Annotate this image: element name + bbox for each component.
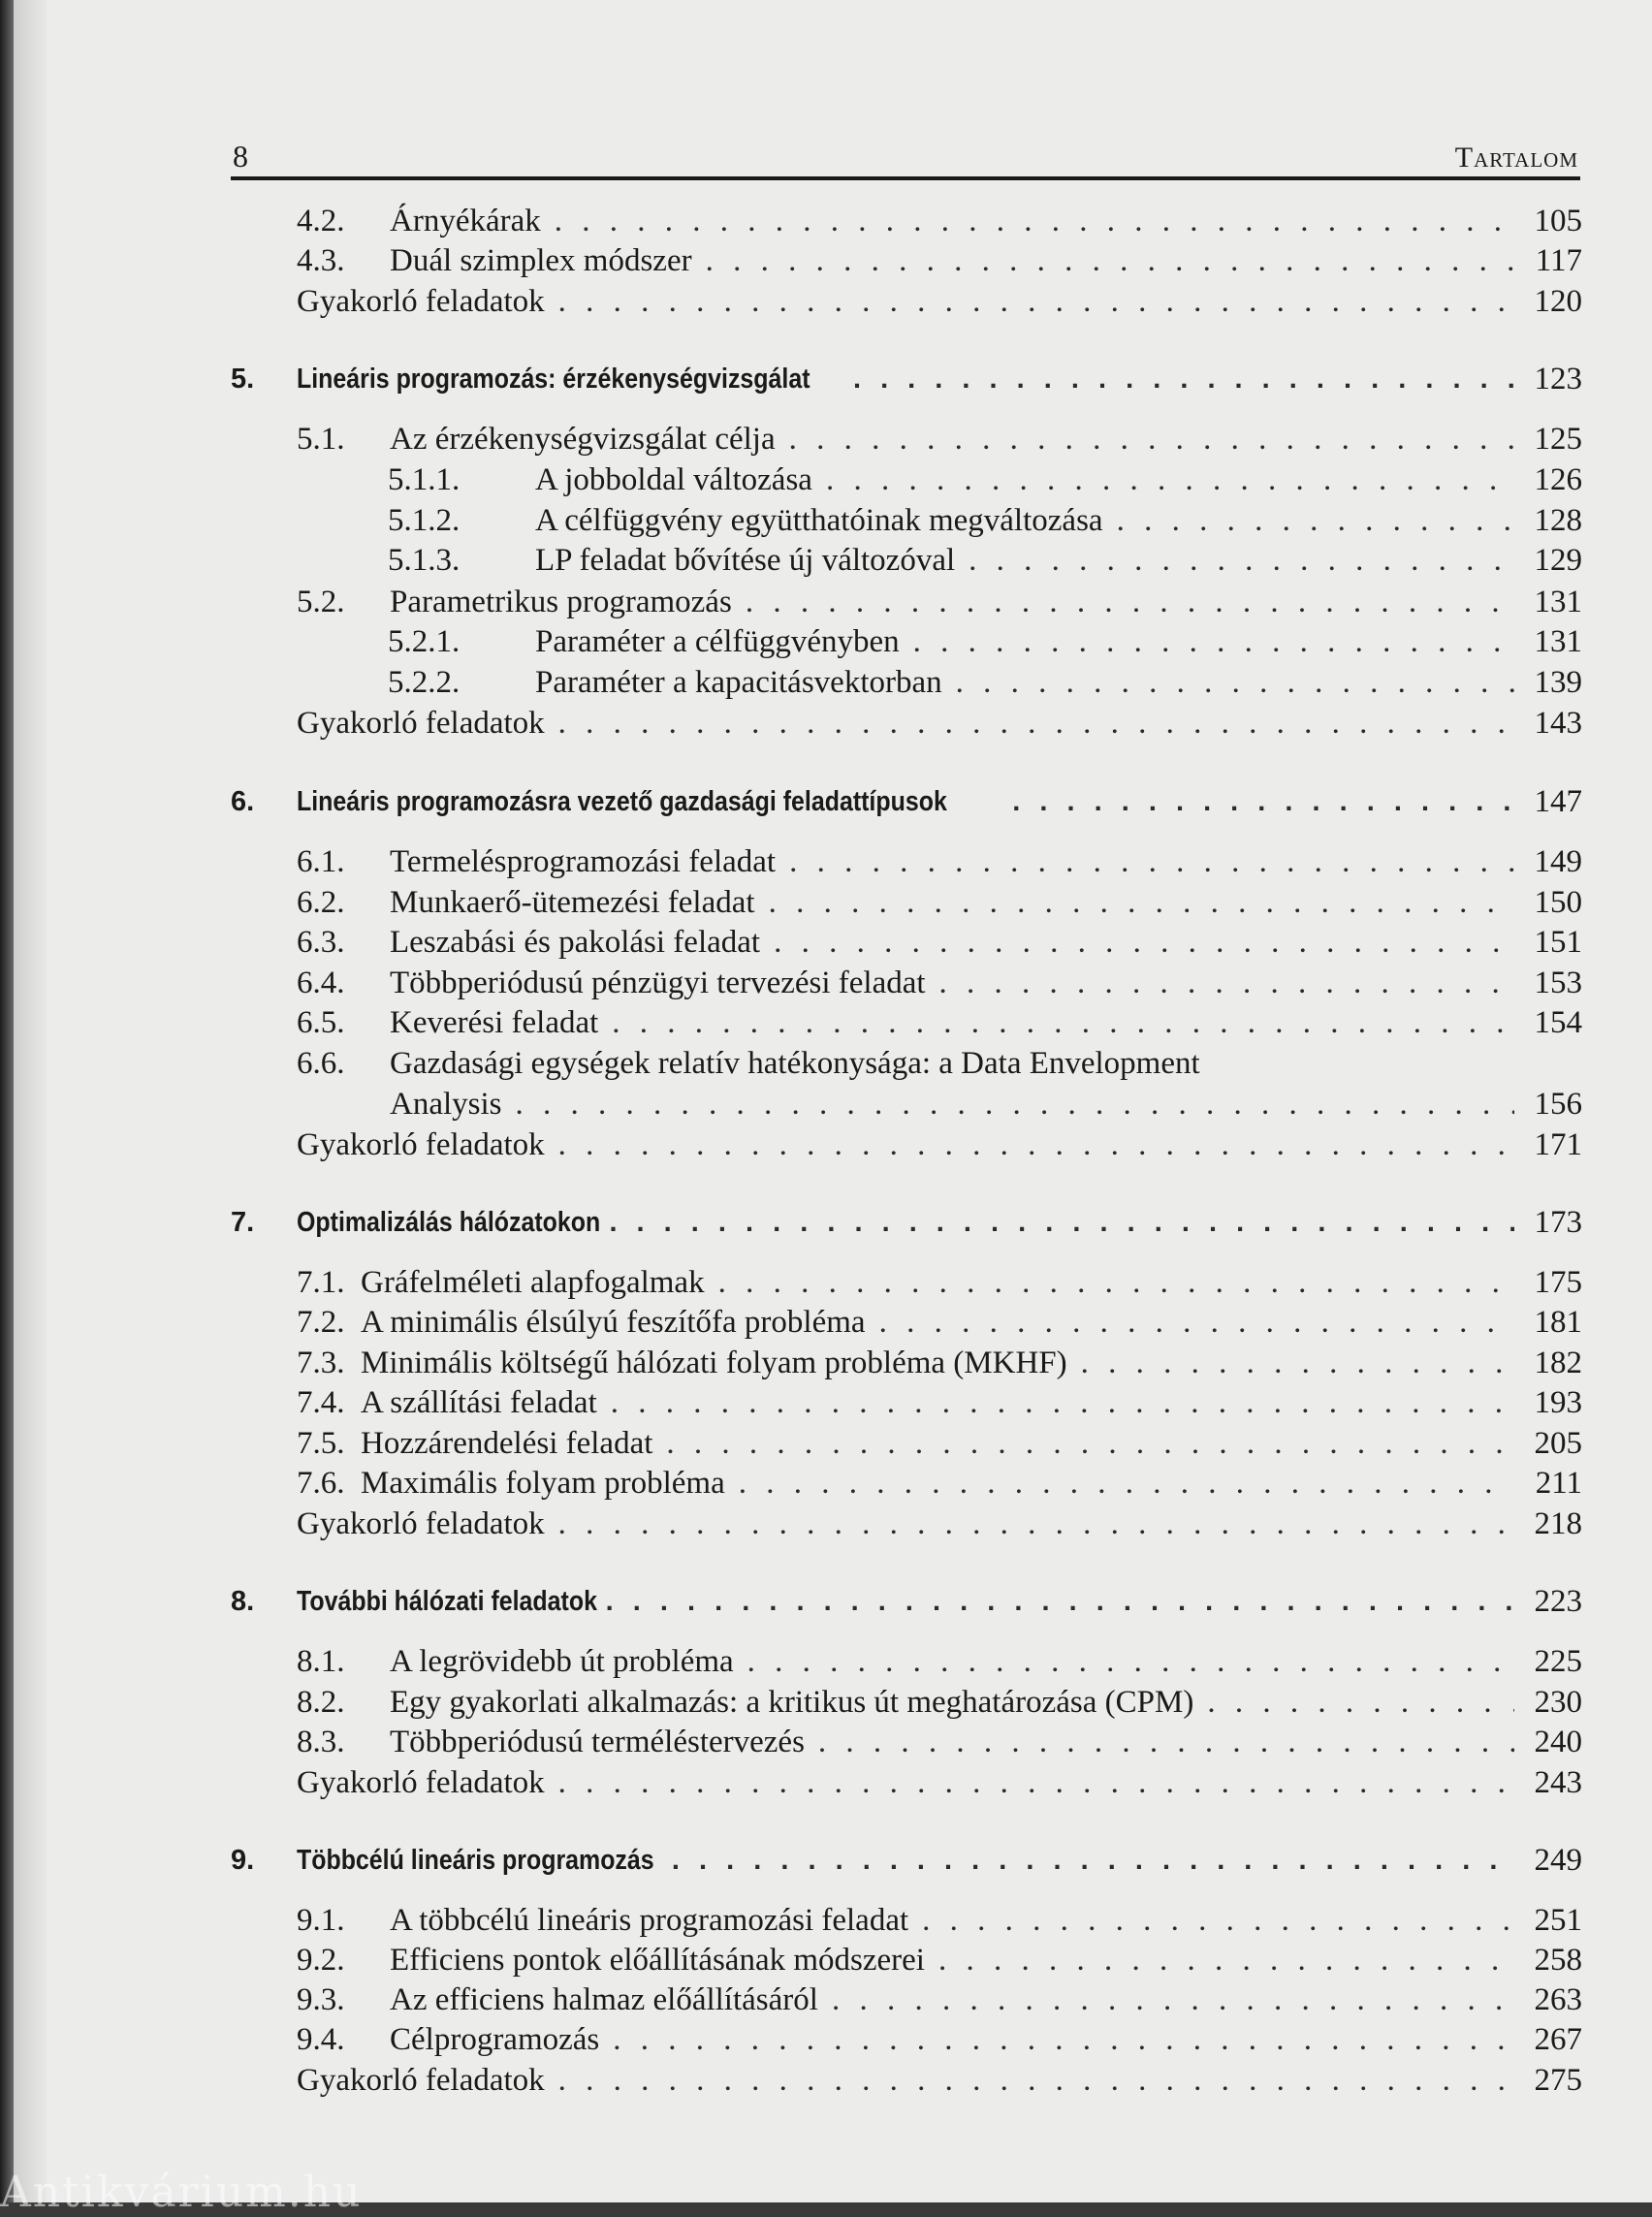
toc-entry-title: A minimális élsúlyú feszítőfa probléma <box>361 1305 866 1340</box>
dot-leader <box>1012 781 1514 822</box>
toc-entry-page: 240 <box>1534 1725 1582 1759</box>
toc-entry-number: 8.3. <box>297 1725 345 1759</box>
toc-entry-title: Analysis <box>390 1087 502 1122</box>
toc-entry-number: 5.2.2. <box>388 665 461 700</box>
toc-entry-page: 193 <box>1534 1385 1582 1420</box>
toc-entry <box>231 1084 1582 1124</box>
toc-entry-title: Lineáris programozás: érzékenységvizsgálat <box>297 364 810 395</box>
toc-entry-page: 263 <box>1534 1982 1582 2017</box>
toc-entry-title: A célfüggvény együtthatóinak megváltozása <box>535 503 1103 538</box>
toc-entry-number: 6.2. <box>297 885 345 920</box>
toc-entry-page: 223 <box>1534 1584 1582 1619</box>
toc-entry-number: 6.3. <box>297 925 345 960</box>
dot-leader <box>739 1463 1514 1504</box>
dot-leader <box>922 1900 1514 1941</box>
toc-entry <box>231 662 1582 703</box>
dot-leader <box>606 1581 1514 1622</box>
dot-leader <box>818 1722 1514 1762</box>
toc-entry-page: 131 <box>1534 624 1582 659</box>
toc-entry-number: 7. <box>231 1207 255 1238</box>
toc-entry-title: Munkaerő-ütemezési feladat <box>390 885 755 920</box>
toc-entry-title: Többperiódusú pénzügyi tervezési feladat <box>390 966 926 1000</box>
toc-entry-page: 150 <box>1534 885 1582 920</box>
toc-entry-number: 5.1.3. <box>388 543 461 578</box>
toc-entry-title: Leszabási és pakolási feladat <box>390 925 761 960</box>
toc-entry-page: 181 <box>1534 1305 1582 1340</box>
toc-entry-number: 9.4. <box>297 2022 345 2057</box>
toc-entry-title: Maximális folyam probléma <box>361 1466 725 1501</box>
toc-chapter-entry <box>231 781 1582 822</box>
toc-entry-title: Parametrikus programozás <box>390 585 732 619</box>
toc-entry-page: 143 <box>1534 706 1582 741</box>
toc-entry-page: 117 <box>1535 243 1582 278</box>
toc-entry-page: 156 <box>1534 1087 1582 1122</box>
dot-leader <box>718 1262 1514 1303</box>
dot-leader <box>747 1641 1514 1682</box>
toc-entry-page: 218 <box>1534 1506 1582 1541</box>
toc-entry-title: Hozzárendelési feladat <box>361 1426 653 1461</box>
toc-entry-page: 205 <box>1534 1426 1582 1461</box>
dot-leader <box>832 1979 1514 2020</box>
dot-leader <box>558 1504 1514 1544</box>
toc-entry-title: Efficiens pontok előállításának módszerei <box>390 1943 925 1978</box>
toc-entry-title: A legrövidebb út probléma <box>390 1644 734 1679</box>
dot-leader <box>558 1762 1514 1803</box>
toc-entry-title: Lineáris programozásra vezető gazdasági feladattípusok <box>297 786 947 817</box>
toc-entry-number: 8.2. <box>297 1685 345 1720</box>
toc-entry-title: Duál szimplex módszer <box>390 243 692 278</box>
toc-entry-page: 128 <box>1534 503 1582 538</box>
dot-leader <box>1117 500 1514 541</box>
toc-entry-title: Optimalizálás hálózatokon <box>297 1207 601 1238</box>
page-number: 8 <box>233 139 248 174</box>
toc-entry-title: Gyakorló feladatok <box>297 1765 545 1800</box>
toc-entry-title: Gazdasági egységek relatív hatékonysága: a Data Envelopment <box>390 1046 1200 1081</box>
toc-chapter-entry <box>231 1840 1582 1881</box>
toc-entry-number: 6.5. <box>297 1005 345 1040</box>
toc-entry-page: 267 <box>1534 2022 1582 2057</box>
toc-entry-title: Gyakorló feladatok <box>297 284 545 319</box>
toc-entry-page: 175 <box>1534 1265 1582 1300</box>
toc-entry-title: Többcélú lineáris programozás <box>297 1845 654 1876</box>
toc-entry-number: 6. <box>231 786 255 817</box>
toc-entry-title: Termelésprogramozási feladat <box>390 844 777 879</box>
dot-leader <box>672 1840 1514 1881</box>
toc-entry-number: 4.3. <box>297 243 345 278</box>
toc-entry-number: 8. <box>231 1586 255 1617</box>
toc-entry <box>231 1900 1582 1941</box>
dot-leader <box>938 1940 1514 1980</box>
toc-entry-number: 6.1. <box>297 844 345 879</box>
toc-entry <box>231 1504 1582 1544</box>
dot-leader <box>969 540 1514 581</box>
toc-entry-page: 173 <box>1534 1205 1582 1240</box>
toc-entry <box>231 201 1582 241</box>
dot-leader <box>558 281 1514 322</box>
toc-entry <box>231 1762 1582 1803</box>
dot-leader <box>611 1382 1514 1423</box>
toc-entry <box>231 281 1582 322</box>
toc-entry-page: 126 <box>1534 462 1582 497</box>
dot-leader <box>774 922 1514 963</box>
toc-entry-page: 154 <box>1534 1005 1582 1040</box>
toc-entry <box>231 240 1582 281</box>
toc-entry-title: Minimális költségű hálózati folyam probléma (MKHF) <box>361 1346 1067 1380</box>
toc-entry-title: Többperiódusú terméléstervezés <box>390 1725 805 1759</box>
toc-entry <box>231 459 1582 500</box>
toc-entry-number: 7.4. <box>297 1385 345 1420</box>
toc-entry-title: Paraméter a célfüggvényben <box>535 624 900 659</box>
dot-leader <box>789 419 1514 459</box>
toc-entry-title: Árnyékárak <box>390 204 541 238</box>
toc-entry-title: További hálózati feladatok <box>297 1586 597 1617</box>
toc-entry-title: A jobboldal változása <box>535 462 812 497</box>
toc-entry-title: Gyakorló feladatok <box>297 1127 545 1162</box>
toc-entry <box>231 1262 1582 1303</box>
toc-entry-title: Gyakorló feladatok <box>297 2063 545 2098</box>
toc-entry <box>231 1382 1582 1423</box>
toc-entry <box>231 1343 1582 1383</box>
book-binding <box>0 0 14 2202</box>
toc-entry-page: 225 <box>1534 1644 1582 1679</box>
toc-entry-number: 9.3. <box>297 1982 345 2017</box>
toc-entry-title: Paraméter a kapacitásvektorban <box>535 665 942 700</box>
toc-entry-title: Gráfelméleti alapfogalmak <box>361 1265 705 1300</box>
toc-entry <box>231 540 1582 581</box>
dot-leader <box>666 1423 1514 1464</box>
toc-entry-page: 125 <box>1534 422 1582 457</box>
dot-leader <box>789 841 1514 882</box>
dot-leader <box>913 621 1514 662</box>
toc-entry-title: A többcélú lineáris programozási feladat <box>390 1903 909 1938</box>
toc-entry <box>231 1979 1582 2020</box>
toc-entry-page: 153 <box>1534 966 1582 1000</box>
toc-entry <box>231 582 1582 622</box>
toc-entry-page: 243 <box>1534 1765 1582 1800</box>
toc-entry-number: 5.2. <box>297 585 345 619</box>
toc-entry-page: 182 <box>1534 1346 1582 1380</box>
toc-entry-number: 6.4. <box>297 966 345 1000</box>
toc-entry <box>231 419 1582 459</box>
toc-entry-title: Célprogramozás <box>390 2022 600 2057</box>
dot-leader <box>746 582 1514 622</box>
dot-leader <box>706 240 1514 281</box>
dot-leader <box>853 359 1514 399</box>
dot-leader <box>613 2019 1514 2060</box>
toc-entry <box>231 1641 1582 1682</box>
dot-leader <box>769 882 1514 923</box>
toc-chapter-entry <box>231 1581 1582 1622</box>
dot-leader <box>879 1302 1514 1343</box>
toc-entry-number: 5.1.2. <box>388 503 461 538</box>
watermark: Antikvárium.hu <box>0 2168 363 2217</box>
dot-leader <box>826 459 1514 500</box>
toc-entry-page: 147 <box>1534 784 1582 819</box>
toc-entry-page: 131 <box>1534 585 1582 619</box>
toc-entry-number: 7.2. <box>297 1305 345 1340</box>
toc-entry <box>231 882 1582 923</box>
toc-entry-number: 5. <box>231 364 255 395</box>
dot-leader <box>558 2060 1514 2101</box>
toc-entry-title: Keverési feladat <box>390 1005 599 1040</box>
toc-entry-page: 105 <box>1534 204 1582 238</box>
toc-entry-page: 249 <box>1534 1843 1582 1878</box>
toc-entry-page: 120 <box>1534 284 1582 319</box>
running-header <box>231 126 1580 180</box>
toc-entry-page: 171 <box>1534 1127 1582 1162</box>
toc-entry-number: 9. <box>231 1845 255 1876</box>
toc-entry-page: 251 <box>1534 1903 1582 1938</box>
toc-entry-number: 8.1. <box>297 1644 345 1679</box>
toc-entry-number: 7.1. <box>297 1265 345 1300</box>
toc-entry-title: LP feladat bővítése új változóval <box>535 543 956 578</box>
toc-entry <box>231 621 1582 662</box>
toc-entry-number: 7.6. <box>297 1466 345 1501</box>
toc-entry-number: 7.3. <box>297 1346 345 1380</box>
toc-entry <box>231 2019 1582 2060</box>
toc-entry-number: 6.6. <box>297 1046 345 1081</box>
dot-leader <box>1207 1682 1514 1723</box>
toc-entry-title: Az érzékenységvizsgálat célja <box>390 422 776 457</box>
toc-entry <box>231 1002 1582 1043</box>
toc-entry-number: 7.5. <box>297 1426 345 1461</box>
toc-entry-number: 5.2.1. <box>388 624 461 659</box>
toc-entry <box>231 841 1582 882</box>
toc-entry-title: A szállítási feladat <box>361 1385 597 1420</box>
page-edge <box>14 0 47 2202</box>
toc-entry-number: 9.1. <box>297 1903 345 1938</box>
toc-entry <box>231 500 1582 541</box>
dot-leader <box>558 703 1514 744</box>
dot-leader <box>558 1124 1514 1165</box>
toc-entry-page: 211 <box>1535 1466 1582 1501</box>
toc-entry-page: 258 <box>1534 1943 1582 1978</box>
toc-entry <box>231 1043 1582 1084</box>
toc-entry <box>231 1423 1582 1464</box>
dot-leader <box>956 662 1514 703</box>
running-title: Tartalom <box>1454 142 1578 174</box>
toc-entry-page: 123 <box>1534 362 1582 396</box>
toc-entry-number: 4.2. <box>297 204 345 238</box>
dot-leader <box>609 1202 1514 1243</box>
toc-entry <box>231 1682 1582 1723</box>
toc-entry <box>231 2060 1582 2101</box>
dot-leader <box>555 201 1514 241</box>
toc-entry <box>231 703 1582 744</box>
toc-entry <box>231 1302 1582 1343</box>
toc-entry-number: 5.1. <box>297 422 345 457</box>
toc-entry <box>231 1940 1582 1980</box>
toc-entry <box>231 1124 1582 1165</box>
dot-leader <box>612 1002 1514 1043</box>
toc-entry-page: 230 <box>1534 1685 1582 1720</box>
toc-entry-page: 129 <box>1534 543 1582 578</box>
toc-chapter-entry <box>231 359 1582 399</box>
toc-chapter-entry <box>231 1202 1582 1243</box>
toc-entry-number: 5.1.1. <box>388 462 461 497</box>
toc-entry-page: 149 <box>1534 844 1582 879</box>
toc-entry-title: Gyakorló feladatok <box>297 1506 545 1541</box>
toc-entry-title: Egy gyakorlati alkalmazás: a kritikus út meghatározása (CPM) <box>390 1685 1194 1720</box>
toc-entry-title: Gyakorló feladatok <box>297 706 545 741</box>
toc-entry <box>231 1722 1582 1762</box>
toc-entry-page: 151 <box>1534 925 1582 960</box>
toc-entry <box>231 1463 1582 1504</box>
dot-leader <box>516 1084 1515 1124</box>
toc-entry-page: 275 <box>1534 2063 1582 2098</box>
toc-entry-page: 139 <box>1534 665 1582 700</box>
toc-entry <box>231 922 1582 963</box>
toc-entry-number: 9.2. <box>297 1943 345 1978</box>
dot-leader <box>939 963 1514 1003</box>
toc-entry <box>231 963 1582 1003</box>
toc-entry-title: Az efficiens halmaz előállításáról <box>390 1982 818 2017</box>
dot-leader <box>1081 1343 1514 1383</box>
